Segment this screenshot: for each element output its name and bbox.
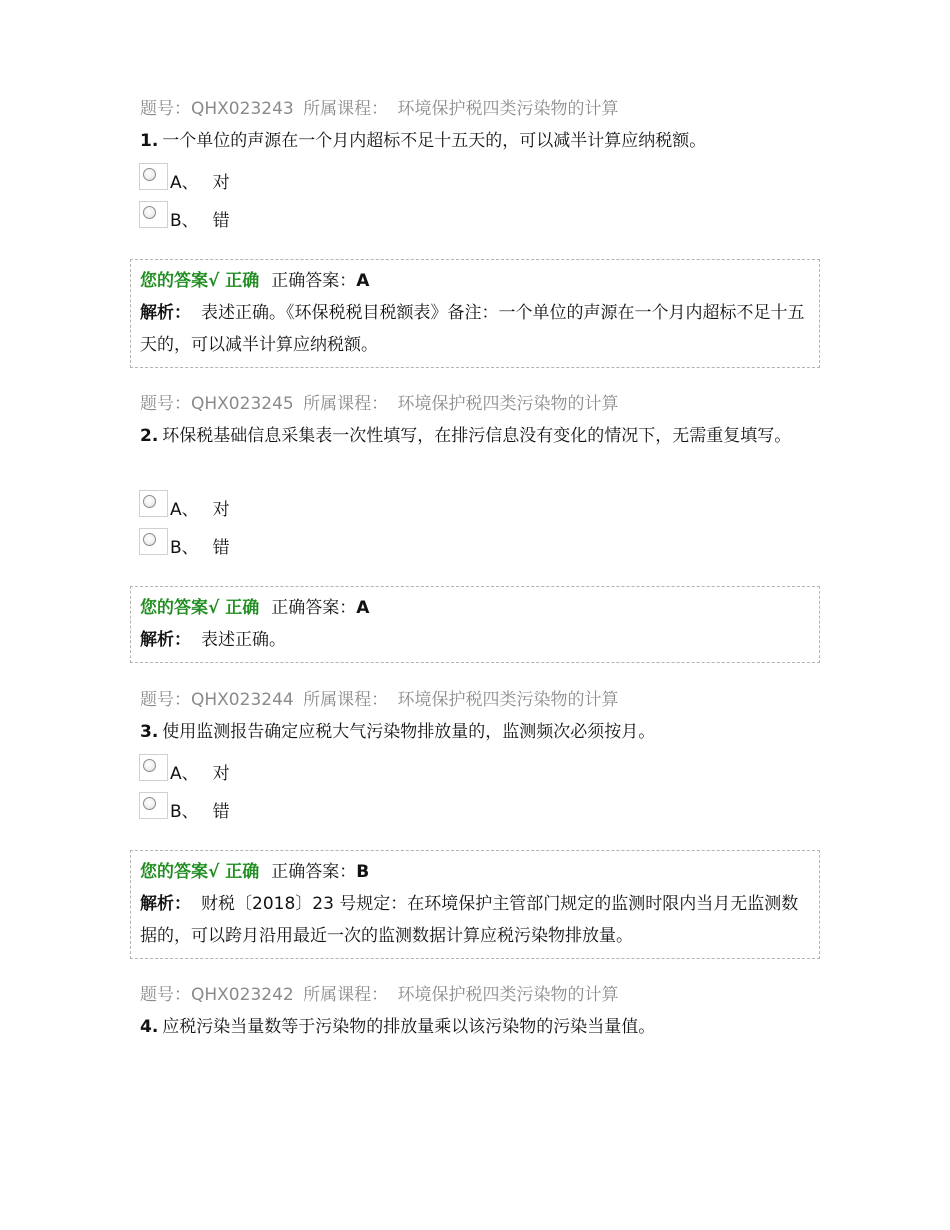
analysis-text: 表述正确。: [201, 630, 286, 650]
question-id: 题号：QHX023245: [140, 394, 294, 414]
question-text: [140, 716, 810, 748]
correct-answer-value: B: [356, 862, 370, 882]
question-meta: [140, 688, 623, 712]
course-label: 所属课程：: [303, 690, 389, 710]
radio-button[interactable]: [139, 754, 168, 781]
analysis-text: 财税〔2018〕23 号规定：在环境保护主管部门规定的监测时限内当月无监测数据的，可以跨月沿用最近一次的监测数据计算应税污染物排放量。: [140, 894, 799, 946]
analysis-label: 解析：: [140, 630, 191, 650]
question-meta: [140, 392, 623, 416]
option-letter: B、: [170, 211, 199, 231]
analysis-label: 解析：: [140, 894, 191, 914]
question-number: 1.: [140, 131, 159, 151]
course-name: 环境保护税四类污染物的计算: [397, 690, 619, 710]
your-answer: 您的答案√ 正确: [140, 271, 260, 291]
option-b[interactable]: [139, 201, 230, 231]
answer-box: [130, 586, 820, 663]
answer-line: [140, 592, 810, 624]
question-text: [140, 1011, 810, 1043]
radio-button[interactable]: [139, 201, 168, 228]
option-letter: B、: [170, 802, 199, 822]
radio-circle-icon: [143, 533, 156, 546]
question-body: 环保税基础信息采集表一次性填写，在排污信息没有变化的情况下，无需重复填写。: [162, 426, 792, 446]
course-name: 环境保护税四类污染物的计算: [397, 99, 619, 119]
question-number: 2.: [140, 426, 159, 446]
radio-circle-icon: [143, 168, 156, 181]
course-name: 环境保护税四类污染物的计算: [397, 394, 619, 414]
answer-line: [140, 265, 810, 297]
analysis: [140, 888, 810, 952]
question-number: 3.: [140, 722, 159, 742]
question-meta: [140, 97, 623, 121]
analysis: [140, 624, 810, 656]
option-letter: A、: [170, 764, 199, 784]
course-label: 所属课程：: [303, 985, 389, 1005]
option-a[interactable]: [139, 490, 230, 520]
correct-answer-label: 正确答案：: [271, 598, 357, 618]
correct-answer-value: A: [356, 598, 370, 618]
option-a[interactable]: [139, 163, 230, 193]
radio-circle-icon: [143, 797, 156, 810]
answer-line: [140, 856, 810, 888]
question-number: 4.: [140, 1017, 159, 1037]
option-label: 对: [212, 764, 230, 784]
option-label: 对: [212, 500, 230, 520]
radio-circle-icon: [143, 759, 156, 772]
option-letter: B、: [170, 538, 199, 558]
question-body: 使用监测报告确定应税大气污染物排放量的，监测频次必须按月。: [162, 722, 656, 742]
question-meta: [140, 983, 623, 1007]
question-text: [140, 125, 810, 157]
question-text: [140, 420, 810, 452]
option-label: 错: [212, 211, 230, 231]
radio-button[interactable]: [139, 490, 168, 517]
radio-circle-icon: [143, 495, 156, 508]
course-label: 所属课程：: [303, 394, 389, 414]
correct-answer-value: A: [356, 271, 370, 291]
question-body: 一个单位的声源在一个月内超标不足十五天的，可以减半计算应纳税额。: [162, 131, 707, 151]
analysis: [140, 297, 810, 361]
course-name: 环境保护税四类污染物的计算: [397, 985, 619, 1005]
option-b[interactable]: [139, 792, 230, 822]
question-id: 题号：QHX023243: [140, 99, 294, 119]
your-answer: 您的答案√ 正确: [140, 862, 260, 882]
course-label: 所属课程：: [303, 99, 389, 119]
option-letter: A、: [170, 500, 199, 520]
answer-box: [130, 850, 820, 959]
your-answer: 您的答案√ 正确: [140, 598, 260, 618]
option-label: 对: [212, 173, 230, 193]
radio-button[interactable]: [139, 528, 168, 555]
correct-answer-label: 正确答案：: [271, 862, 357, 882]
question-body: 应税污染当量数等于污染物的排放量乘以该污染物的污染当量值。: [162, 1017, 656, 1037]
radio-button[interactable]: [139, 792, 168, 819]
option-letter: A、: [170, 173, 199, 193]
answer-box: [130, 259, 820, 368]
option-a[interactable]: [139, 754, 230, 784]
option-b[interactable]: [139, 528, 230, 558]
option-label: 错: [212, 802, 230, 822]
option-label: 错: [212, 538, 230, 558]
question-id: 题号：QHX023244: [140, 690, 294, 710]
correct-answer-label: 正确答案：: [271, 271, 357, 291]
analysis-text: 表述正确。《环保税税目税额表》备注：一个单位的声源在一个月内超标不足十五天的，可以减半计算应纳税额。: [140, 303, 805, 355]
radio-circle-icon: [143, 206, 156, 219]
radio-button[interactable]: [139, 163, 168, 190]
question-id: 题号：QHX023242: [140, 985, 294, 1005]
analysis-label: 解析：: [140, 303, 191, 323]
